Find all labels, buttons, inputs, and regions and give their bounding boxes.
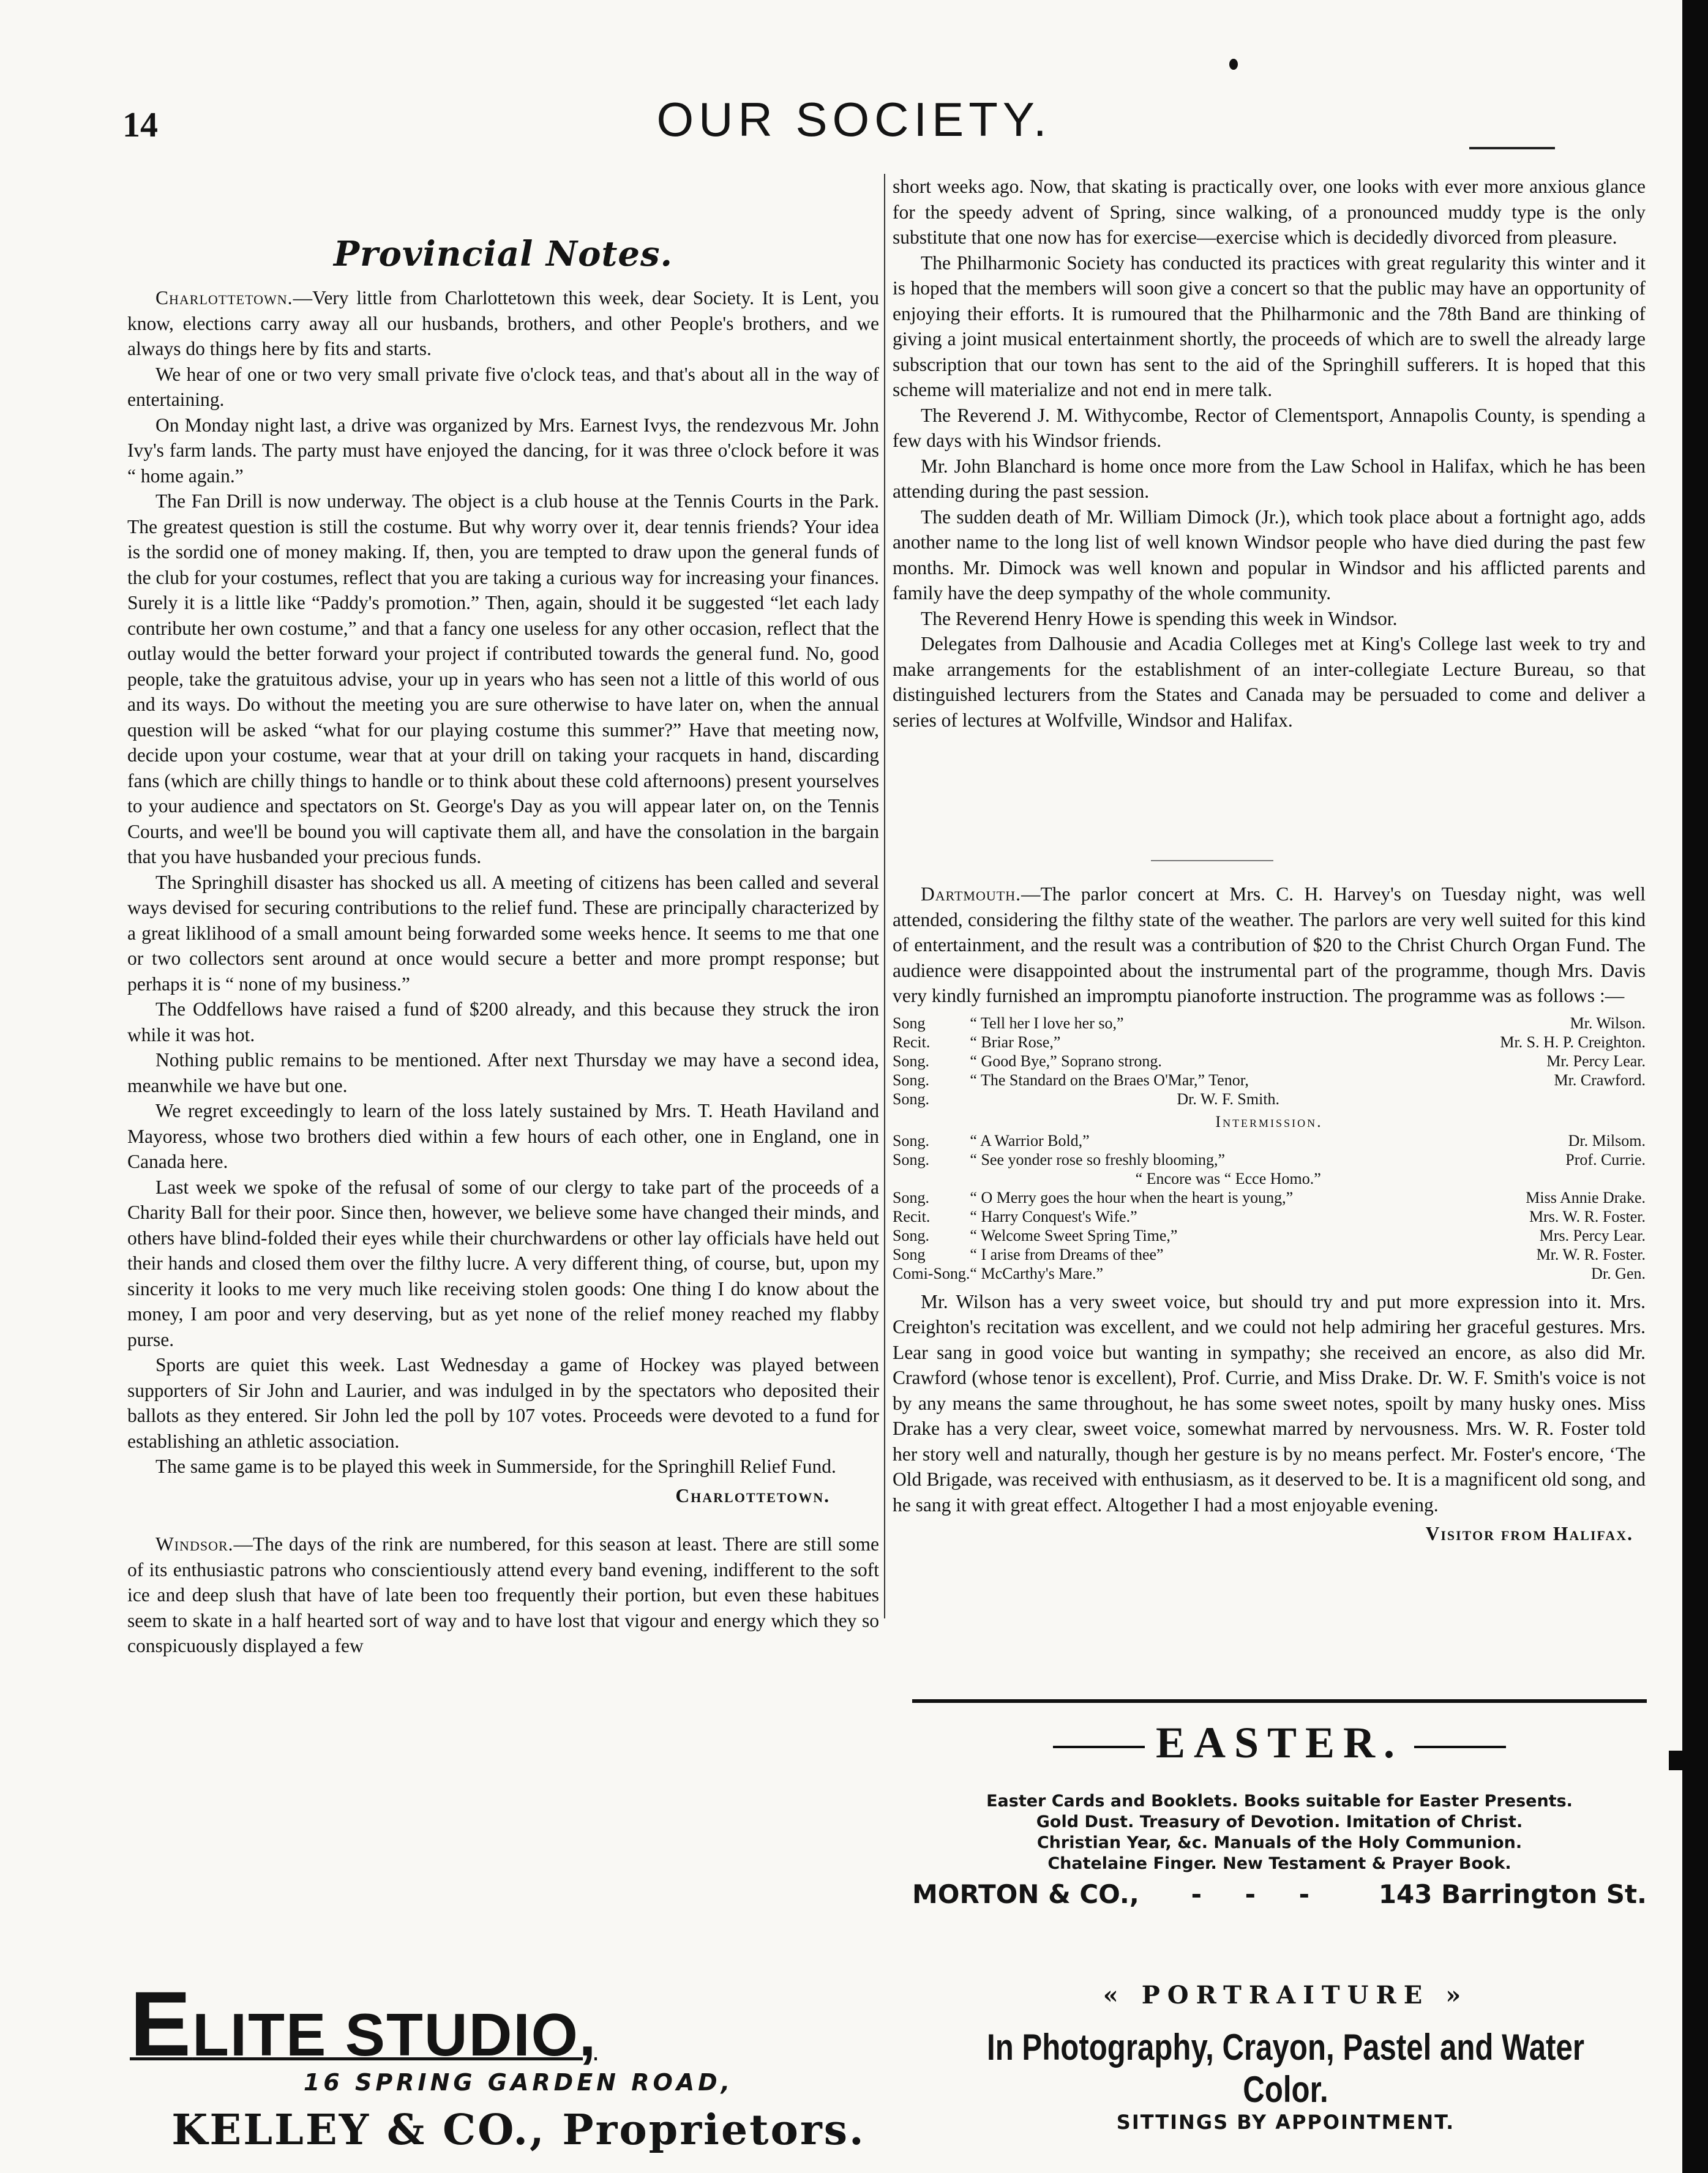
programme-intermission: Intermission. [1215,1112,1323,1131]
easter-ad-heading: EASTER. [894,1718,1665,1768]
programme-row [893,1188,1646,1207]
programme-item-type: Song. [893,1226,929,1244]
programme-item-title: “ Tell her I love her so,” [970,1014,1124,1032]
programme-row [893,1052,1646,1071]
article-paragraph: Last week we spoke of the refusal of some of our clergy to take part of the proceeds of a Charity Ball for their poor. Since then, however, we believe some have changed their minds, and others have blind-folded their eyes while their churchwardens or other lay officials have held out their hands and closed them over the filthy lucre. A very different thing, of course, but, upon my sincerity it looks to me very much like receiving stolen goods: One thing I do know about the money, I am poor and very deserving, but as yet none of the relief money reached my flabby purse. [127,1176,879,1350]
programme-item-type [893,1169,970,1188]
concert-programme [893,1014,1646,1283]
easter-ad-line: Easter Cards and Booklets. Books suitable for Easter Presents. [986,1792,1573,1811]
programme-item-type: Song. [893,1052,929,1070]
programme-row [893,1169,1646,1188]
programme-row [893,1090,1646,1109]
article-paragraph: The sudden death of Mr. William Dimock (Jr.), which took place about a fortnight ago, adds another name to the long list of well known Windsor people who have died during the past few months. Mr. Dimock was well known and popular in Windsor and his afflicted parents and family have the deep sympathy of the whole community. [893,506,1646,604]
article-signoff: Charlottetown. [675,1484,830,1506]
programme-row [893,1131,1646,1150]
programme-item-title: “ Encore was “ Ecce Homo.” [1135,1169,1321,1187]
programme-row [893,1014,1646,1033]
elite-studio-address: 16 SPRING GARDEN ROAD, [303,2069,734,2096]
decorative-dash [1053,1746,1145,1748]
programme-item-performer: Mr. S. H. P. Creighton. [1500,1033,1646,1051]
programme-item-performer: Prof. Currie. [1565,1150,1646,1169]
page-number: 14 [122,105,158,144]
programme-row [893,1033,1646,1052]
easter-ad-dashes: - - - [1191,1879,1327,1909]
programme-item-type: Song. [893,1188,929,1206]
ink-speck [1229,59,1238,70]
dateline: Charlottetown. [155,287,293,309]
programme-row [893,1150,1646,1169]
programme-item-performer: Dr. Milsom. [1568,1131,1646,1150]
programme-item-title: “ O Merry goes the hour when the heart is young,” [970,1188,1294,1206]
programme-item-title: “ Briar Rose,” [970,1033,1061,1051]
elite-studio-name: ELITE STUDIO, [130,1972,597,2075]
article-paragraph: We hear of one or two very small private five o'clock teas, and that's about all in the way of entertaining. [127,363,879,410]
portraiture-title: « PORTRAITURE » [1103,1981,1469,2010]
programme-item-performer: Miss Annie Drake. [1526,1188,1646,1206]
section-heading: Provincial Notes. [334,234,673,274]
programme-item-title: “ The Standard on the Braes O'Mar,” Tenor, [970,1071,1249,1089]
article-paragraph: short weeks ago. Now, that skating is practically over, one looks with ever more anxious glance for the speedy advent of Spring, since walking, of a pronounced muddy type is the only substitute that one now has for exercise—exercise which is decidedly divorced from pleasure. [893,176,1646,248]
masthead-title: OUR SOCIETY. [656,92,1052,146]
easter-ad-items [906,1791,1653,1874]
easter-ad-line: Christian Year, &c. Manuals of the Holy Communion. [1036,1833,1523,1852]
decorative-dash [1414,1746,1506,1748]
article-paragraph: The Oddfellows have raised a fund of $200 already, and this because they struck the iron while it was hot. [127,998,879,1045]
programme-item-performer: Mrs. W. R. Foster. [1529,1207,1646,1225]
programme-item-title: “ See yonder rose so freshly blooming,” [970,1150,1226,1169]
programme-item-type: Song. [893,1150,929,1169]
programme-row [893,1264,1646,1283]
easter-ad-footer [912,1879,1647,1909]
article-paragraph: The same game is to be played this week in Summerside, for the Springhill Relief Fund. [155,1456,836,1477]
programme-item-performer: Mrs. Percy Lear. [1539,1226,1646,1244]
programme-item-type: Song. [893,1090,929,1108]
article-paragraph: Windsor.—The days of the rink are numbered, for this season at least. There are still some of its enthusiastic patrons who conscientiously attend every band evening, indifferent to the soft ice and deep slush that have of late been too frequently their portion, but even these habitues seem to skate in a half hearted sort of way and to have lost that vigour and energy which they so conspicuously displayed a few [127,1533,879,1656]
article-paragraph: Nothing public remains to be mentioned. After next Thursday we may have a second idea, meanwhile we have but one. [127,1049,879,1096]
easter-ad-line: Chatelaine Finger. New Testament & Prayer Book. [1047,1854,1511,1873]
programme-item-type: Song [893,1245,926,1263]
programme-item-performer: Mr. W. R. Foster. [1536,1245,1646,1263]
programme-item-performer: Mr. Crawford. [1554,1071,1646,1089]
programme-row [893,1245,1646,1264]
advert-rule [912,1699,1647,1703]
programme-item-title: “ McCarthy's Mare.” [970,1264,1104,1282]
right-column-top [893,174,1646,733]
scan-edge-shadow [1682,0,1708,2173]
column-divider [884,174,885,1618]
dateline: Windsor. [155,1533,234,1555]
article-paragraph: On Monday night last, a drive was organized by Mrs. Earnest Ivys, the rendezvous Mr. John Ivy's farm lands. The party must have enjoyed the dancing, for it was three o'clock before it was “ home again.” [127,414,879,487]
article-signoff: Visitor from Halifax. [1425,1523,1633,1544]
programme-item-performer: Mr. Percy Lear. [1546,1052,1646,1070]
programme-item-performer: Dr. Gen. [1591,1264,1646,1282]
section-break-rule [1151,860,1273,861]
programme-row [893,1071,1646,1090]
programme-row [893,1207,1646,1226]
programme-item-performer [1486,1169,1646,1188]
article-paragraph: The Reverend J. M. Withycombe, Rector of Clementsport, Annapolis County, is spending a few days with his Windsor friends. [893,404,1646,451]
header-rule [1469,147,1555,149]
scan-edge-notch [1669,1751,1685,1770]
programme-item-type: Song. [893,1071,929,1089]
easter-ad-address: 143 Barrington St. [1378,1879,1647,1909]
article-paragraph: The Fan Drill is now underway. The object is a club house at the Tennis Courts in the Park. The greatest question is still the costume. But why worry over it, dear tennis friends? Your idea is the sordid one of money making. If, then, you are tempted to draw upon the general funds of the club for your costumes, reflect that you are taking a curious way for increasing your finances. Surely it is a little like “Paddy's promotion.” Then, again, should it be suggested “let each lady contribute her own costume,” and that a fancy one useless for any other occasion, reflect that the outlay would the better forward your project if contributed towards the general fund. No, good people, take the gratuitous advise, your up in years who has seen not a little of this world of ous and its ways. Do without the meeting you are sure otherwise to have later on, when the annual question will be asked “what for our playing costume this summer?” Have that meeting now, decide upon your costume, wear that at your drill on taking your racquets in hand, discarding fans (which are chilly things to handle or to think about these cold afternoons) present yourselves to your audience and spectators on St. George's Day as you will appear later on, on the Tennis Courts, and wee'll be bound you will captivate them all, and have the consolation in the bargain that you have husbanded your precious funds. [127,490,879,867]
portraiture-media: In Photography, Crayon, Pastel and Water Color. [987,2027,1584,2110]
portraiture-appointment: SITTINGS BY APPOINTMENT. [1116,2111,1455,2134]
article-paragraph: The Philharmonic Society has conducted its practices with great regularity this winter and it is hoped that the members will soon give a concert so that the public may have an opportunity of enjoying their efforts. It is rumoured that the Philharmonic and the 78th Band are thinking of giving a joint musical entertainment shortly, the proceeds of which are to swell the already large subscription that our town has sent to the aid of the Springhill sufferers. It is hoped that this scheme will materialize and not end in mere talk. [893,252,1646,400]
programme-item-type: Song [893,1014,926,1032]
programme-item-type: Recit. [893,1207,931,1225]
right-column-bottom [893,881,1646,1547]
left-column [127,233,879,1659]
programme-item-title: “ Good Bye,” Soprano strong. [970,1052,1162,1070]
programme-item-type: Song. [893,1131,929,1150]
programme-item-performer [1486,1090,1646,1109]
article-paragraph: We regret exceedingly to learn of the loss lately sustained by Mrs. T. Heath Haviland and Mayoress, whose two brothers died within a few hours of each other, one in England, one in Canada here. [127,1100,879,1172]
article-paragraph: Sports are quiet this week. Last Wednesday a game of Hockey was played between supporters of Sir John and Laurier, and was indulged in by the spectators who deposited their ballots as they entered. Sir John led the poll by 107 votes. Proceeds were devoted to a fund for establishing an athletic association. [127,1354,879,1452]
programme-item-title: “ Harry Conquest's Wife.” [970,1207,1137,1225]
article-paragraph: Dartmouth.—The parlor concert at Mrs. C. H. Harvey's on Tuesday night, was well attended, considering the filthy state of the weather. The parlors are very well suited for this kind of entertainment, and the result was a contribution of $20 to the Christ Church Organ Fund. The audience were disappointed about the instrumental part of the programme, though Mrs. Davis very kindly furnished an impromptu pianoforte instruction. The programme was as follows :— [893,883,1646,1006]
article-paragraph: Charlottetown.—Very little from Charlottetown this week, dear Society. It is Lent, you know, elections carry away all our husbands, brothers, and other People's brothers, and we always do things here by fits and starts. [127,287,879,359]
easter-ad-firm: MORTON & CO., [912,1879,1139,1909]
article-paragraph: Mr. Wilson has a very sweet voice, but should try and put more expression into it. Mrs. Creighton's recitation was excellent, and we could not help admiring her graceful gestures. Mrs. Lear sang in good voice but wanting in sympathy; she received an encore, as also did Mr. Crawford (whose tenor is excellent), Prof. Currie, and Miss Drake. Dr. W. F. Smith's voice is not by any means the same throughout, he has some sweet notes, spoilt by many husky ones. Miss Drake has a very clear, sweet voice, somewhat marred by nervousness. Mrs. W. R. Foster told her story well and naturally, though her gesture is by no means perfect. Mr. Foster's encore, ‘The Old Brigade, was received with enthusiasm, as it deserved to be. It is a magnificent old song, and he sang it with great effect. Altogether I had a most enjoyable evening. [893,1290,1646,1516]
programme-item-title: “ A Warrior Bold,” [970,1131,1090,1150]
programme-item-type: Comi-Song. [893,1264,970,1282]
programme-item-title: “ Welcome Sweet Spring Time,” [970,1226,1178,1244]
article-paragraph: Delegates from Dalhousie and Acadia Colleges met at King's College last week to try and make arrangements for the establishment of an inter-collegiate Lecture Bureau, so that distinguished lecturers from the States and Canada may be persuaded to come and deliver a series of lectures at Wolfville, Windsor and Halifax. [893,633,1646,731]
programme-item-type: Recit. [893,1033,931,1051]
programme-item-title: Dr. W. F. Smith. [1177,1090,1280,1108]
programme-item-title: “ I arise from Dreams of thee” [970,1245,1164,1263]
article-paragraph: Mr. John Blanchard is home once more from the Law School in Halifax, which he has been attending during the past session. [893,455,1646,502]
programme-item-performer: Mr. Wilson. [1570,1014,1646,1032]
programme-row [893,1226,1646,1245]
article-paragraph: The Springhill disaster has shocked us all. A meeting of citizens has been called and several ways devised for securing contributions to the relief fund. These are principally characterized by a great liklihood of a small amount being forwarded some weeks hence. It seems to me that one or two collectors sent around at once would secure a better and more prompt response; but perhaps it is “ none of my business.” [127,871,879,995]
dateline: Dartmouth. [921,883,1021,905]
elite-studio-proprietors: KELLEY & CO., Proprietors. [171,2106,866,2155]
easter-ad-line: Gold Dust. Treasury of Devotion. Imitation of Christ. [1036,1812,1523,1831]
article-paragraph: The Reverend Henry Howe is spending this week in Windsor. [921,607,1398,629]
